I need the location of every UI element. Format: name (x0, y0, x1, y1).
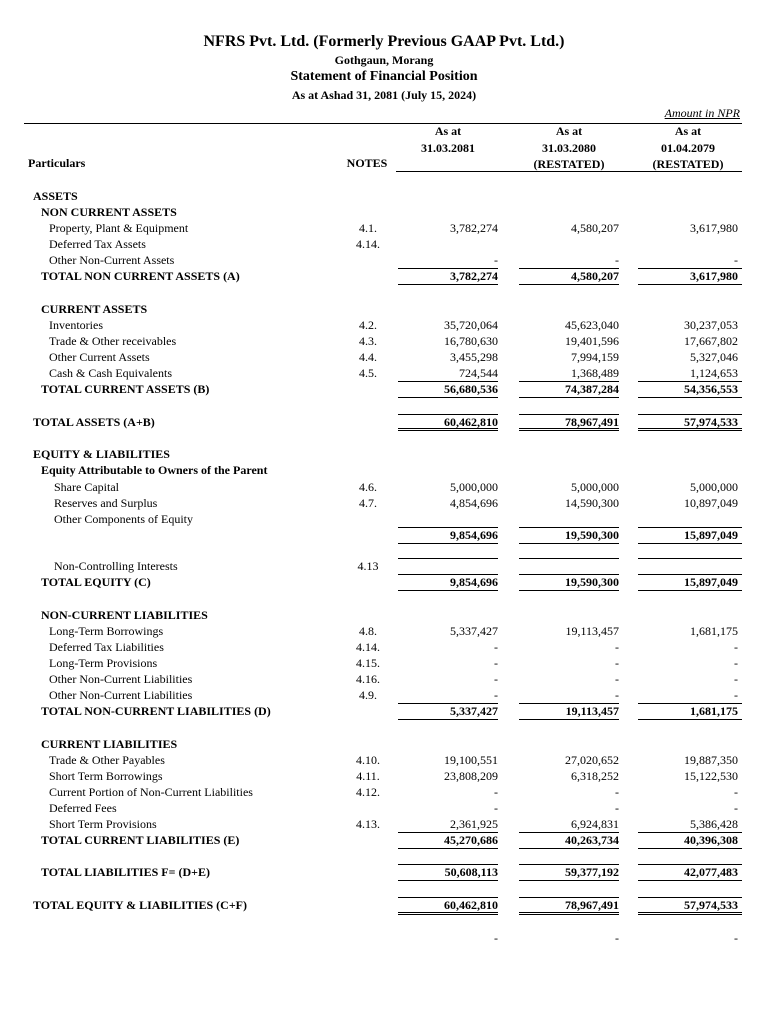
row-label: TOTAL EQUITY (C) (41, 575, 151, 589)
underline-rule (638, 703, 742, 704)
underline-rule (398, 268, 498, 269)
row-value-col-2: 14,590,300 (565, 496, 619, 510)
table-row (0, 752, 768, 768)
row-value-col-2: 19,401,596 (565, 334, 619, 348)
double-underline-rule (519, 912, 619, 915)
column-header-1 (398, 123, 498, 156)
row-value-col-3: - (734, 801, 738, 815)
double-underline-rule (638, 428, 742, 431)
underline-rule (398, 284, 498, 285)
table-row (0, 558, 768, 574)
row-value-col-2: 7,994,159 (571, 350, 619, 364)
row-note: 4.1. (359, 221, 377, 235)
row-value-col-1: 9,854,696 (450, 575, 498, 589)
row-value-col-3: - (734, 656, 738, 670)
table-total-row (0, 462, 768, 478)
table-row (0, 639, 768, 655)
underline-rule (638, 880, 742, 881)
underline-rule (638, 897, 742, 898)
row-value-col-1: 5,337,427 (450, 624, 498, 638)
underline-rule (638, 268, 742, 269)
row-value-col-2: 45,623,040 (565, 318, 619, 332)
underline-rule (638, 864, 742, 865)
row-label: Other Non-Current Assets (49, 253, 175, 267)
column-header-2-line-2: 31.03.2080 (542, 140, 596, 155)
row-value-col-1: 9,854,696 (450, 528, 498, 542)
underline-rule (638, 284, 742, 285)
row-value-col-1: 56,680,536 (444, 382, 498, 396)
row-label: NON-CURRENT LIABILITIES (41, 608, 208, 622)
row-value-col-2: - (615, 253, 619, 267)
table-total-row (0, 204, 768, 220)
table-row (0, 252, 768, 268)
row-value-col-2: 19,113,457 (565, 624, 619, 638)
row-value-col-1: 23,808,209 (444, 769, 498, 783)
row-value-col-2: - (615, 640, 619, 654)
column-header-3-line-2: 01.04.2079 (661, 140, 715, 155)
row-note: 4.10. (356, 753, 380, 767)
row-label: Other Non-Current Liabilities (49, 688, 193, 702)
underline-rule (638, 381, 742, 382)
row-value-col-1: - (494, 785, 498, 799)
column-header-1-line-2: 31.03.2081 (421, 140, 475, 155)
row-value-col-3: 3,617,980 (690, 269, 738, 283)
row-note: 4.14. (356, 237, 380, 251)
row-value-col-3: 54,356,553 (684, 382, 738, 396)
row-value-col-2: 40,263,734 (565, 833, 619, 847)
row-value-col-3: - (734, 672, 738, 686)
row-value-col-3: 5,000,000 (690, 480, 738, 494)
header-top-rule (24, 123, 742, 124)
row-value-col-1: 19,100,551 (444, 753, 498, 767)
underline-rule (519, 268, 619, 269)
row-value-col-3: - (734, 931, 738, 945)
double-underline-rule (398, 912, 498, 915)
underline-rule (638, 832, 742, 833)
row-label: TOTAL NON-CURRENT LIABILITIES (D) (41, 704, 271, 718)
row-label: Short Term Borrowings (49, 769, 163, 783)
row-label: Inventories (49, 318, 103, 332)
underline-rule (398, 832, 498, 833)
row-value-col-2: - (615, 801, 619, 815)
row-value-col-2: 4,580,207 (571, 269, 619, 283)
row-label: CURRENT LIABILITIES (41, 737, 178, 751)
row-note: 4.16. (356, 672, 380, 686)
row-value-col-1: - (494, 688, 498, 702)
underline-rule (519, 543, 619, 544)
row-label: TOTAL ASSETS (A+B) (33, 415, 155, 429)
underline-rule (638, 414, 742, 415)
statement-title: Statement of Financial Position (290, 69, 478, 84)
row-label: Share Capital (54, 480, 119, 494)
statement-date: As at Ashad 31, 2081 (July 15, 2024) (291, 88, 477, 102)
row-label: TOTAL EQUITY & LIABILITIES (C+F) (33, 898, 248, 912)
row-value-col-3: 5,386,428 (690, 817, 738, 831)
column-header-3-line-3: (RESTATED) (652, 157, 724, 171)
row-value-col-1: - (494, 253, 498, 267)
row-label: Deferred Tax Assets (49, 237, 146, 251)
row-label: Equity Attributable to Owners of the Parent (41, 463, 268, 477)
table-total-row (0, 832, 768, 848)
underline-rule (638, 397, 742, 398)
underline-rule (638, 558, 742, 559)
row-value-col-1: 3,455,298 (450, 350, 498, 364)
table-total-row (0, 301, 768, 317)
row-label: Other Components of Equity (54, 512, 193, 526)
column-header-3-line-1: As at (674, 124, 702, 138)
row-value-col-1: - (494, 672, 498, 686)
row-label: Deferred Fees (49, 801, 117, 815)
table-row (0, 800, 768, 816)
underline-rule (519, 897, 619, 898)
table-row (0, 236, 768, 252)
underline-rule (398, 719, 498, 720)
row-value-col-2: 78,967,491 (565, 898, 619, 912)
table-row (0, 671, 768, 687)
table-row (0, 220, 768, 236)
table-row (0, 784, 768, 800)
underline-rule (519, 527, 619, 528)
underline-rule (398, 590, 498, 591)
underline-rule (519, 703, 619, 704)
underline-rule (519, 880, 619, 881)
header-bottom-rule (396, 171, 742, 172)
column-header-1-line-1: As at (434, 124, 462, 138)
underline-rule (398, 880, 498, 881)
row-value-col-1: 60,462,810 (444, 415, 498, 429)
double-underline-rule (519, 428, 619, 431)
table-row (0, 495, 768, 511)
row-label: ASSETS (33, 189, 78, 203)
row-value-col-3: 1,681,175 (690, 704, 738, 718)
row-value-col-2: 4,580,207 (571, 221, 619, 235)
row-note: 4.7. (359, 496, 377, 510)
row-value-col-1: 60,462,810 (444, 898, 498, 912)
underline-rule (519, 832, 619, 833)
row-value-col-1: - (494, 801, 498, 815)
particulars-header: Particulars (28, 156, 86, 170)
underline-rule (638, 543, 742, 544)
row-note: 4.5. (359, 366, 377, 380)
table-total-row (0, 268, 768, 284)
underline-rule (638, 527, 742, 528)
row-value-col-1: - (494, 931, 498, 945)
underline-rule (519, 864, 619, 865)
underline-rule (398, 414, 498, 415)
row-value-col-2: - (615, 672, 619, 686)
row-value-col-3: 30,237,053 (684, 318, 738, 332)
row-value-col-3: - (734, 785, 738, 799)
row-note: 4.15. (356, 656, 380, 670)
underline-rule (519, 414, 619, 415)
row-note: 4.11. (356, 769, 380, 783)
table-row (0, 479, 768, 495)
column-header-2 (519, 123, 619, 173)
table-total-row (0, 607, 768, 623)
table-total-row (0, 736, 768, 752)
row-value-col-3: 15,897,049 (684, 575, 738, 589)
row-value-col-3: 17,667,802 (684, 334, 738, 348)
table-row (0, 768, 768, 784)
row-value-col-3: 40,396,308 (684, 833, 738, 847)
amount-currency-note: Amount in NPR (664, 106, 740, 120)
row-value-col-1: 2,361,925 (450, 817, 498, 831)
row-value-col-3: - (734, 640, 738, 654)
row-label: Other Non-Current Liabilities (49, 672, 193, 686)
row-label: TOTAL NON CURRENT ASSETS (A) (41, 269, 240, 283)
underline-rule (519, 719, 619, 720)
row-value-col-2: 5,000,000 (571, 480, 619, 494)
table-row (0, 511, 768, 527)
row-value-col-1: 35,720,064 (444, 318, 498, 332)
row-value-col-1: 50,608,113 (444, 865, 498, 879)
row-label: Current Portion of Non-Current Liabilities (49, 785, 253, 799)
row-label: Cash & Cash Equivalents (49, 366, 172, 380)
underline-rule (638, 719, 742, 720)
table-total-row (0, 446, 768, 462)
row-value-col-1: 3,782,274 (450, 269, 498, 283)
row-value-col-3: 3,617,980 (690, 221, 738, 235)
company-title: NFRS Pvt. Ltd. (Formerly Previous GAAP Pvt. Ltd.) (203, 33, 565, 50)
table-total-row (0, 703, 768, 719)
row-value-col-2: - (615, 688, 619, 702)
column-header-3 (638, 123, 738, 173)
row-value-col-3: 10,897,049 (684, 496, 738, 510)
row-note: 4.2. (359, 318, 377, 332)
row-label: Deferred Tax Liabilities (49, 640, 164, 654)
row-note: 4.12. (356, 785, 380, 799)
row-value-col-2: 59,377,192 (565, 865, 619, 879)
row-value-col-2: 6,318,252 (571, 769, 619, 783)
row-label: Short Term Provisions (49, 817, 157, 831)
underline-rule (519, 284, 619, 285)
underline-rule (519, 590, 619, 591)
notes-header: NOTES (346, 156, 388, 170)
underline-rule (638, 574, 742, 575)
row-note: 4.13. (356, 817, 380, 831)
table-total-row (0, 864, 768, 880)
row-value-col-2: - (615, 785, 619, 799)
table-total-row (0, 897, 768, 913)
row-label: TOTAL CURRENT LIABILITIES (E) (41, 833, 240, 847)
row-label: TOTAL CURRENT ASSETS (B) (41, 382, 210, 396)
row-note: 4.14. (356, 640, 380, 654)
row-value-col-2: 78,967,491 (565, 415, 619, 429)
row-value-col-2: 74,387,284 (565, 382, 619, 396)
row-label: Reserves and Surplus (54, 496, 158, 510)
row-value-col-3: 19,887,350 (684, 753, 738, 767)
row-value-col-1: 4,854,696 (450, 496, 498, 510)
row-label: EQUITY & LIABILITIES (33, 447, 170, 461)
table-total-row (0, 381, 768, 397)
table-row (0, 317, 768, 333)
underline-rule (398, 574, 498, 575)
row-value-col-2: 19,113,457 (565, 704, 619, 718)
underline-rule (519, 574, 619, 575)
underline-rule (519, 397, 619, 398)
row-label: CURRENT ASSETS (41, 302, 148, 316)
table-row (0, 930, 768, 946)
row-note: 4.6. (359, 480, 377, 494)
row-value-col-1: 45,270,686 (444, 833, 498, 847)
row-value-col-3: - (734, 253, 738, 267)
underline-rule (519, 848, 619, 849)
underline-rule (398, 703, 498, 704)
row-value-col-1: 5,000,000 (450, 480, 498, 494)
underline-rule (519, 381, 619, 382)
table-total-row (0, 574, 768, 590)
row-value-col-1: - (494, 640, 498, 654)
row-label: Long-Term Borrowings (49, 624, 164, 638)
row-label: Property, Plant & Equipment (49, 221, 189, 235)
column-header-2-line-1: As at (555, 124, 583, 138)
location-subtitle: Gothgaun, Morang (334, 53, 434, 67)
table-row (0, 365, 768, 381)
row-label: Trade & Other Payables (49, 753, 165, 767)
row-value-col-3: 1,681,175 (690, 624, 738, 638)
table-row (0, 655, 768, 671)
row-note: 4.9. (359, 688, 377, 702)
column-header-2-line-3: (RESTATED) (533, 157, 605, 171)
row-value-col-3: 57,974,533 (684, 415, 738, 429)
table-total-row (0, 527, 768, 543)
underline-rule (398, 848, 498, 849)
row-note: 4.13 (357, 559, 379, 573)
underline-rule (398, 543, 498, 544)
row-value-col-2: 27,020,652 (565, 753, 619, 767)
double-underline-rule (398, 428, 498, 431)
row-value-col-2: - (615, 931, 619, 945)
row-value-col-3: 1,124,653 (690, 366, 738, 380)
table-total-row (0, 188, 768, 204)
row-value-col-2: 6,924,831 (571, 817, 619, 831)
row-note: 4.4. (359, 350, 377, 364)
row-value-col-2: 19,590,300 (565, 575, 619, 589)
row-note: 4.3. (359, 334, 377, 348)
row-value-col-3: 5,327,046 (690, 350, 738, 364)
table-row (0, 333, 768, 349)
row-label: Other Current Assets (49, 350, 150, 364)
table-row (0, 816, 768, 832)
underline-rule (398, 381, 498, 382)
row-label: TOTAL LIABILITIES F= (D+E) (41, 865, 210, 879)
row-value-col-3: 57,974,533 (684, 898, 738, 912)
row-value-col-1: 724,544 (459, 366, 498, 380)
row-label: Trade & Other receivables (49, 334, 177, 348)
row-value-col-1: - (494, 656, 498, 670)
row-label: Non-Controlling Interests (54, 559, 178, 573)
underline-rule (398, 397, 498, 398)
row-label: NON CURRENT ASSETS (41, 205, 177, 219)
row-value-col-2: 19,590,300 (565, 528, 619, 542)
table-row (0, 349, 768, 365)
double-underline-rule (638, 912, 742, 915)
row-label: Long-Term Provisions (49, 656, 158, 670)
row-value-col-1: 16,780,630 (444, 334, 498, 348)
row-value-col-3: - (734, 688, 738, 702)
underline-rule (398, 558, 498, 559)
underline-rule (638, 848, 742, 849)
row-value-col-2: - (615, 656, 619, 670)
underline-rule (638, 590, 742, 591)
table-row (0, 623, 768, 639)
row-value-col-3: 42,077,483 (684, 865, 738, 879)
row-value-col-1: 5,337,427 (450, 704, 498, 718)
underline-rule (519, 558, 619, 559)
row-value-col-2: 1,368,489 (571, 366, 619, 380)
underline-rule (398, 527, 498, 528)
row-value-col-3: 15,122,530 (684, 769, 738, 783)
table-row (0, 687, 768, 703)
row-value-col-3: 15,897,049 (684, 528, 738, 542)
row-value-col-1: 3,782,274 (450, 221, 498, 235)
underline-rule (398, 897, 498, 898)
row-note: 4.8. (359, 624, 377, 638)
underline-rule (398, 864, 498, 865)
